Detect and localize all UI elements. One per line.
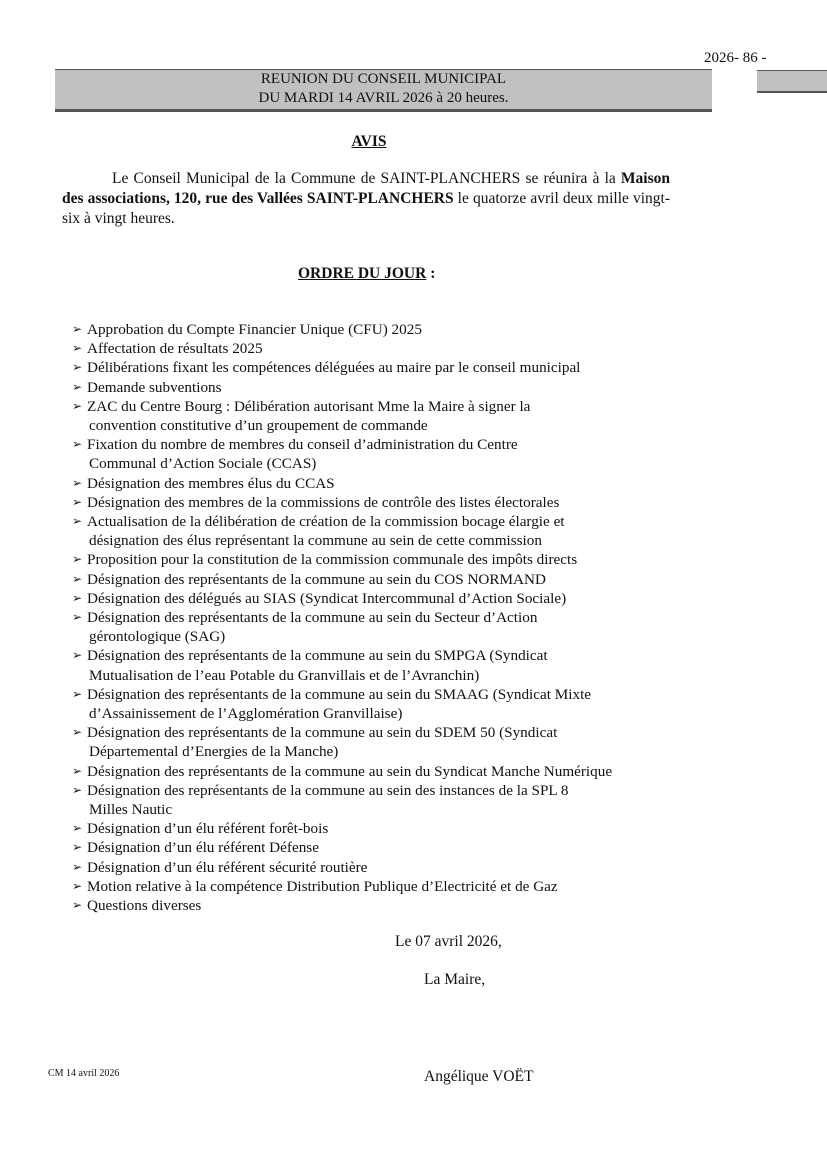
agenda-item bbox=[72, 570, 692, 589]
arrow-bullet-icon: ➢ bbox=[72, 437, 83, 452]
agenda-item bbox=[72, 858, 692, 877]
agenda-heading-colon: : bbox=[426, 265, 436, 282]
agenda-item bbox=[72, 378, 692, 397]
arrow-bullet-icon: ➢ bbox=[72, 840, 83, 855]
date-line: Le 07 avril 2026, bbox=[395, 933, 502, 950]
agenda-heading bbox=[298, 265, 435, 283]
agenda-item bbox=[72, 723, 692, 761]
arrow-bullet-icon: ➢ bbox=[72, 552, 83, 567]
agenda-item-text: Motion relative à la compétence Distribution Publique d’Electricité et de Gaz bbox=[87, 877, 558, 895]
arrow-bullet-icon: ➢ bbox=[72, 341, 83, 356]
header-side-bar bbox=[757, 70, 827, 93]
agenda-item-text: Désignation des représentants de la commune au sein du SDEM 50 (Syndicat bbox=[87, 724, 558, 742]
arrow-bullet-icon: ➢ bbox=[72, 686, 83, 701]
agenda-item-text: Désignation des représentants de la commune au sein du COS NORMAND bbox=[87, 570, 546, 588]
agenda-item bbox=[72, 320, 692, 339]
intro-text-2: le quatorze avril deux mille vingt-six à vingt heures. bbox=[62, 190, 670, 227]
agenda-item-text: Proposition pour la constitution de la commission communale des impôts directs bbox=[87, 551, 578, 569]
agenda-item bbox=[72, 397, 692, 435]
agenda-item bbox=[72, 781, 692, 819]
agenda-item-text-continued: Milles Nautic bbox=[89, 801, 173, 819]
agenda-item bbox=[72, 435, 692, 473]
agenda-item-text-continued: Mutualisation de l’eau Potable du Granvillais et de l’Avranchin) bbox=[89, 666, 480, 684]
arrow-bullet-icon: ➢ bbox=[72, 590, 83, 605]
arrow-bullet-icon: ➢ bbox=[72, 648, 83, 663]
arrow-bullet-icon: ➢ bbox=[72, 475, 83, 490]
agenda-item-text: Désignation des représentants de la commune au sein des instances de la SPL 8 bbox=[87, 781, 569, 799]
agenda-heading-text: ORDRE DU JOUR bbox=[298, 265, 427, 282]
agenda-item bbox=[72, 877, 692, 896]
agenda-item-text: Actualisation de la délibération de création de la commission bocage élargie et bbox=[87, 513, 565, 531]
agenda-item-text: ZAC du Centre Bourg : Délibération autorisant Mme la Maire à signer la bbox=[87, 397, 531, 415]
agenda-item bbox=[72, 685, 692, 723]
agenda-item-text: Désignation des représentants de la commune au sein du SMPGA (Syndicat bbox=[87, 647, 548, 665]
arrow-bullet-icon: ➢ bbox=[72, 763, 83, 778]
agenda-item bbox=[72, 493, 692, 512]
agenda-item-text: Désignation des délégués au SIAS (Syndicat Intercommunal d’Action Sociale) bbox=[87, 589, 567, 607]
agenda-item bbox=[72, 646, 692, 684]
agenda-item-text-continued: gérontologique (SAG) bbox=[89, 628, 226, 646]
agenda-item-text-continued: Départemental d’Energies de la Manche) bbox=[89, 743, 339, 761]
agenda-item bbox=[72, 896, 692, 915]
agenda-item-text: Affectation de résultats 2025 bbox=[87, 340, 263, 358]
intro-paragraph bbox=[62, 169, 670, 229]
agenda-list bbox=[72, 320, 692, 915]
arrow-bullet-icon: ➢ bbox=[72, 610, 83, 625]
arrow-bullet-icon: ➢ bbox=[72, 398, 83, 413]
agenda-item-text: Désignation des représentants de la commune au sein du Syndicat Manche Numérique bbox=[87, 762, 613, 780]
agenda-item bbox=[72, 339, 692, 358]
meeting-header-banner bbox=[55, 69, 712, 112]
agenda-item bbox=[72, 762, 692, 781]
agenda-item-text: Demande subventions bbox=[87, 378, 222, 396]
arrow-bullet-icon: ➢ bbox=[72, 494, 83, 509]
header-date: DU MARDI 14 AVRIL 2026 à 20 heures. bbox=[258, 90, 509, 106]
agenda-item bbox=[72, 608, 692, 646]
intro-venue: Maison des associations, 120, rue des Vallées SAINT-PLANCHERS bbox=[62, 170, 670, 207]
agenda-item-text: Désignation des membres de la commissions de contrôle des listes électorales bbox=[87, 493, 560, 511]
agenda-item-text: Délibérations fixant les compétences déléguées au maire par le conseil municipal bbox=[87, 359, 581, 377]
agenda-item-text-continued: désignation des élus représentant la commune au sein de cette commission bbox=[89, 532, 542, 550]
arrow-bullet-icon: ➢ bbox=[72, 859, 83, 874]
arrow-bullet-icon: ➢ bbox=[72, 878, 83, 893]
agenda-item-text: Questions diverses bbox=[87, 897, 202, 915]
intro-text-1: Le Conseil Municipal de la Commune de SAINT-PLANCHERS se réunira à la bbox=[112, 170, 621, 187]
agenda-item-text: Désignation d’un élu référent forêt-bois bbox=[87, 820, 329, 838]
signatory-name: Angélique VOËT bbox=[424, 1068, 534, 1085]
agenda-item-text: Approbation du Compte Financier Unique (CFU) 2025 bbox=[87, 321, 422, 338]
agenda-item bbox=[72, 589, 692, 608]
arrow-bullet-icon: ➢ bbox=[72, 725, 83, 740]
arrow-bullet-icon: ➢ bbox=[72, 571, 83, 586]
agenda-item-text: Désignation d’un élu référent sécurité routière bbox=[87, 858, 368, 876]
agenda-item-text-continued: Communal d’Action Sociale (CCAS) bbox=[89, 455, 317, 473]
agenda-item bbox=[72, 838, 692, 857]
agenda-item bbox=[72, 512, 692, 550]
arrow-bullet-icon: ➢ bbox=[72, 514, 83, 529]
arrow-bullet-icon: ➢ bbox=[72, 379, 83, 394]
agenda-item-text: Désignation des représentants de la commune au sein du Secteur d’Action bbox=[87, 609, 538, 627]
signatory-role: La Maire, bbox=[424, 971, 486, 988]
agenda-item bbox=[72, 550, 692, 569]
agenda-item-text-continued: d’Assainissement de l’Agglomération Granvillaise) bbox=[89, 705, 403, 723]
agenda-item-text: Désignation d’un élu référent Défense bbox=[87, 839, 319, 857]
agenda-item-text: Désignation des membres élus du CCAS bbox=[87, 474, 335, 492]
agenda-item-text: Désignation des représentants de la commune au sein du SMAAG (Syndicat Mixte bbox=[87, 685, 592, 703]
arrow-bullet-icon: ➢ bbox=[72, 821, 83, 836]
agenda-item bbox=[72, 358, 692, 377]
page-number: 2026- 86 - bbox=[704, 50, 767, 66]
arrow-bullet-icon: ➢ bbox=[72, 360, 83, 375]
arrow-bullet-icon: ➢ bbox=[72, 782, 83, 797]
arrow-bullet-icon: ➢ bbox=[72, 322, 83, 336]
agenda-item-text: Fixation du nombre de membres du conseil d’administration du Centre bbox=[87, 436, 518, 454]
header-title: REUNION DU CONSEIL MUNICIPAL bbox=[260, 71, 507, 87]
avis-title: AVIS bbox=[351, 133, 387, 150]
footer-reference: CM 14 avril 2026 bbox=[48, 1068, 120, 1079]
arrow-bullet-icon: ➢ bbox=[72, 898, 83, 913]
agenda-item bbox=[72, 819, 692, 838]
agenda-item bbox=[72, 474, 692, 493]
agenda-item-text-continued: convention constitutive d’un groupement de commande bbox=[89, 417, 428, 435]
